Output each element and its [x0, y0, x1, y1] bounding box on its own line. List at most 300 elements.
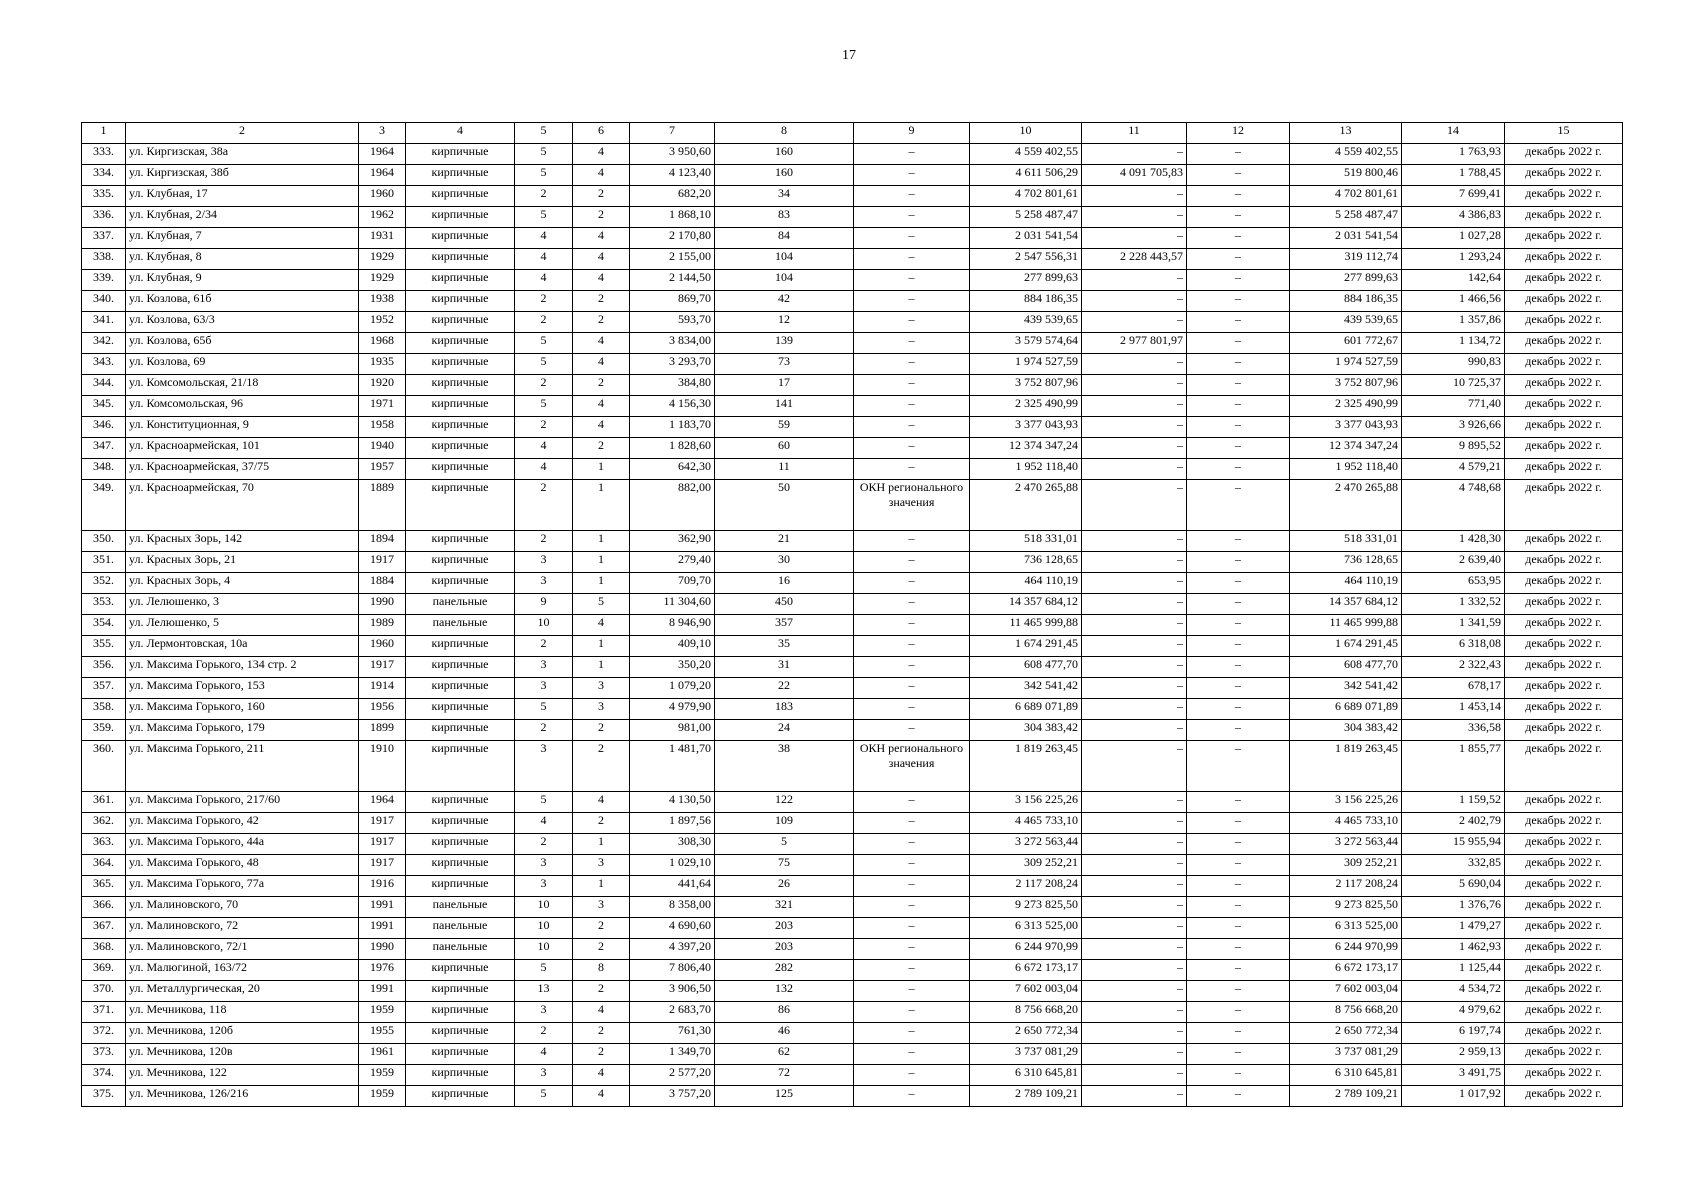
cell-col-7: 3 950,60: [630, 144, 715, 165]
cell-col-15: декабрь 2022 г.: [1505, 165, 1623, 186]
cell-col-8: 86: [715, 1002, 854, 1023]
cell-col-2: ул. Козлова, 61б: [126, 291, 359, 312]
cell-col-3: 1968: [359, 333, 406, 354]
cell-col-10: 464 110,19: [970, 573, 1082, 594]
cell-col-12: –: [1187, 291, 1290, 312]
cell-col-5: 5: [515, 333, 573, 354]
cell-col-5: 2: [515, 291, 573, 312]
cell-col-6: 2: [573, 939, 630, 960]
table-row: [82, 312, 1623, 333]
cell-col-7: 1 481,70: [630, 741, 715, 792]
cell-col-14: 7 699,41: [1402, 186, 1505, 207]
cell-col-8: 31: [715, 657, 854, 678]
cell-col-6: 4: [573, 417, 630, 438]
cell-col-9: –: [854, 144, 970, 165]
cell-col-9: –: [854, 573, 970, 594]
table-row: [82, 792, 1623, 813]
cell-col-7: 1 349,70: [630, 1044, 715, 1065]
cell-col-4: кирпичные: [406, 876, 515, 897]
cell-col-4: кирпичные: [406, 459, 515, 480]
cell-col-9: –: [854, 1023, 970, 1044]
cell-col-15: декабрь 2022 г.: [1505, 1002, 1623, 1023]
cell-col-15: декабрь 2022 г.: [1505, 291, 1623, 312]
cell-col-1: 358.: [82, 699, 126, 720]
cell-col-7: 1 029,10: [630, 855, 715, 876]
cell-col-12: –: [1187, 741, 1290, 792]
cell-col-14: 2 639,40: [1402, 552, 1505, 573]
cell-col-9: –: [854, 1002, 970, 1023]
cell-col-9: –: [854, 459, 970, 480]
cell-col-5: 5: [515, 1086, 573, 1107]
cell-col-10: 2 470 265,88: [970, 480, 1082, 531]
cell-col-5: 2: [515, 834, 573, 855]
cell-col-1: 339.: [82, 270, 126, 291]
cell-col-9: –: [854, 531, 970, 552]
cell-col-8: 183: [715, 699, 854, 720]
cell-col-12: –: [1187, 249, 1290, 270]
cell-col-1: 353.: [82, 594, 126, 615]
column-header-7: 7: [630, 123, 715, 144]
cell-col-4: кирпичные: [406, 312, 515, 333]
cell-col-9: –: [854, 438, 970, 459]
cell-col-14: 1 332,52: [1402, 594, 1505, 615]
cell-col-9: –: [854, 678, 970, 699]
cell-col-13: 1 674 291,45: [1290, 636, 1402, 657]
cell-col-2: ул. Максима Горького, 160: [126, 699, 359, 720]
cell-col-1: 375.: [82, 1086, 126, 1107]
cell-col-9: –: [854, 657, 970, 678]
cell-col-12: –: [1187, 918, 1290, 939]
cell-col-15: декабрь 2022 г.: [1505, 552, 1623, 573]
cell-col-3: 1929: [359, 270, 406, 291]
cell-col-15: декабрь 2022 г.: [1505, 270, 1623, 291]
cell-col-10: 6 689 071,89: [970, 699, 1082, 720]
cell-col-7: 761,30: [630, 1023, 715, 1044]
table-row: [82, 186, 1623, 207]
cell-col-13: 319 112,74: [1290, 249, 1402, 270]
cell-col-15: декабрь 2022 г.: [1505, 1023, 1623, 1044]
cell-col-3: 1990: [359, 594, 406, 615]
cell-col-13: 342 541,42: [1290, 678, 1402, 699]
table-row: [82, 333, 1623, 354]
cell-col-11: –: [1082, 834, 1187, 855]
cell-col-8: 125: [715, 1086, 854, 1107]
cell-col-5: 10: [515, 615, 573, 636]
cell-col-4: кирпичные: [406, 333, 515, 354]
cell-col-7: 7 806,40: [630, 960, 715, 981]
cell-col-4: кирпичные: [406, 375, 515, 396]
cell-col-13: 3 156 225,26: [1290, 792, 1402, 813]
cell-col-4: кирпичные: [406, 552, 515, 573]
cell-col-4: кирпичные: [406, 1065, 515, 1086]
cell-col-8: 16: [715, 573, 854, 594]
cell-col-15: декабрь 2022 г.: [1505, 396, 1623, 417]
cell-col-10: 4 559 402,55: [970, 144, 1082, 165]
cell-col-4: кирпичные: [406, 855, 515, 876]
cell-col-13: 304 383,42: [1290, 720, 1402, 741]
cell-col-11: –: [1082, 186, 1187, 207]
cell-col-15: декабрь 2022 г.: [1505, 594, 1623, 615]
cell-col-7: 1 079,20: [630, 678, 715, 699]
cell-col-9: –: [854, 333, 970, 354]
cell-col-7: 4 979,90: [630, 699, 715, 720]
table-row: [82, 918, 1623, 939]
cell-col-1: 354.: [82, 615, 126, 636]
cell-col-11: 2 228 443,57: [1082, 249, 1187, 270]
cell-col-13: 3 377 043,93: [1290, 417, 1402, 438]
cell-col-6: 1: [573, 480, 630, 531]
cell-col-4: кирпичные: [406, 1044, 515, 1065]
cell-col-9: –: [854, 165, 970, 186]
cell-col-10: 3 579 574,64: [970, 333, 1082, 354]
cell-col-13: 277 899,63: [1290, 270, 1402, 291]
cell-col-11: –: [1082, 396, 1187, 417]
cell-col-11: –: [1082, 813, 1187, 834]
cell-col-11: –: [1082, 270, 1187, 291]
cell-col-2: ул. Максима Горького, 211: [126, 741, 359, 792]
cell-col-12: –: [1187, 699, 1290, 720]
cell-col-6: 4: [573, 354, 630, 375]
cell-col-5: 2: [515, 417, 573, 438]
cell-col-14: 1 027,28: [1402, 228, 1505, 249]
cell-col-9: ОКН регионального значения: [854, 480, 970, 531]
cell-col-2: ул. Мечникова, 120в: [126, 1044, 359, 1065]
cell-col-8: 139: [715, 333, 854, 354]
cell-col-13: 7 602 003,04: [1290, 981, 1402, 1002]
cell-col-7: 3 293,70: [630, 354, 715, 375]
cell-col-5: 3: [515, 678, 573, 699]
cell-col-8: 84: [715, 228, 854, 249]
cell-col-15: декабрь 2022 г.: [1505, 144, 1623, 165]
cell-col-8: 34: [715, 186, 854, 207]
cell-col-2: ул. Мечникова, 122: [126, 1065, 359, 1086]
cell-col-13: 2 650 772,34: [1290, 1023, 1402, 1044]
cell-col-14: 6 318,08: [1402, 636, 1505, 657]
cell-col-12: –: [1187, 1065, 1290, 1086]
cell-col-9: ОКН регионального значения: [854, 741, 970, 792]
cell-col-1: 343.: [82, 354, 126, 375]
cell-col-1: 336.: [82, 207, 126, 228]
cell-col-1: 337.: [82, 228, 126, 249]
cell-col-10: 4 465 733,10: [970, 813, 1082, 834]
cell-col-11: –: [1082, 939, 1187, 960]
table-row: [82, 720, 1623, 741]
cell-col-12: –: [1187, 939, 1290, 960]
cell-col-9: –: [854, 876, 970, 897]
cell-col-2: ул. Максима Горького, 48: [126, 855, 359, 876]
cell-col-11: –: [1082, 594, 1187, 615]
cell-col-1: 359.: [82, 720, 126, 741]
cell-col-2: ул. Мечникова, 120б: [126, 1023, 359, 1044]
cell-col-9: –: [854, 981, 970, 1002]
cell-col-11: –: [1082, 855, 1187, 876]
cell-col-5: 5: [515, 960, 573, 981]
cell-col-9: –: [854, 228, 970, 249]
cell-col-13: 519 800,46: [1290, 165, 1402, 186]
cell-col-7: 384,80: [630, 375, 715, 396]
cell-col-9: –: [854, 186, 970, 207]
cell-col-14: 332,85: [1402, 855, 1505, 876]
cell-col-12: –: [1187, 228, 1290, 249]
cell-col-10: 8 756 668,20: [970, 1002, 1082, 1023]
cell-col-15: декабрь 2022 г.: [1505, 636, 1623, 657]
cell-col-9: –: [854, 1086, 970, 1107]
table-row: [82, 678, 1623, 699]
cell-col-14: 4 579,21: [1402, 459, 1505, 480]
cell-col-14: 1 134,72: [1402, 333, 1505, 354]
cell-col-14: 142,64: [1402, 270, 1505, 291]
cell-col-12: –: [1187, 207, 1290, 228]
cell-col-9: –: [854, 699, 970, 720]
cell-col-3: 1938: [359, 291, 406, 312]
cell-col-14: 3 926,66: [1402, 417, 1505, 438]
cell-col-6: 2: [573, 291, 630, 312]
cell-col-15: декабрь 2022 г.: [1505, 939, 1623, 960]
cell-col-5: 5: [515, 165, 573, 186]
cell-col-4: кирпичные: [406, 834, 515, 855]
cell-col-15: декабрь 2022 г.: [1505, 333, 1623, 354]
cell-col-14: 1 341,59: [1402, 615, 1505, 636]
cell-col-1: 347.: [82, 438, 126, 459]
cell-col-3: 1940: [359, 438, 406, 459]
cell-col-14: 2 402,79: [1402, 813, 1505, 834]
cell-col-12: –: [1187, 270, 1290, 291]
cell-col-5: 2: [515, 375, 573, 396]
cell-col-14: 6 197,74: [1402, 1023, 1505, 1044]
table-body: [82, 144, 1623, 1107]
cell-col-3: 1889: [359, 480, 406, 531]
cell-col-3: 1960: [359, 636, 406, 657]
cell-col-9: –: [854, 855, 970, 876]
cell-col-2: ул. Красноармейская, 101: [126, 438, 359, 459]
cell-col-8: 83: [715, 207, 854, 228]
cell-col-6: 3: [573, 678, 630, 699]
cell-col-14: 5 690,04: [1402, 876, 1505, 897]
cell-col-4: кирпичные: [406, 678, 515, 699]
cell-col-10: 1 674 291,45: [970, 636, 1082, 657]
cell-col-6: 1: [573, 636, 630, 657]
cell-col-2: ул. Малюгиной, 163/72: [126, 960, 359, 981]
cell-col-7: 682,20: [630, 186, 715, 207]
cell-col-1: 372.: [82, 1023, 126, 1044]
cell-col-14: 9 895,52: [1402, 438, 1505, 459]
cell-col-6: 2: [573, 1023, 630, 1044]
cell-col-13: 6 672 173,17: [1290, 960, 1402, 981]
cell-col-14: 1 788,45: [1402, 165, 1505, 186]
cell-col-14: 1 466,56: [1402, 291, 1505, 312]
cell-col-6: 4: [573, 228, 630, 249]
cell-col-9: –: [854, 792, 970, 813]
cell-col-14: 1 855,77: [1402, 741, 1505, 792]
cell-col-7: 2 155,00: [630, 249, 715, 270]
cell-col-8: 104: [715, 249, 854, 270]
cell-col-11: –: [1082, 1002, 1187, 1023]
cell-col-2: ул. Комсомольская, 21/18: [126, 375, 359, 396]
cell-col-11: –: [1082, 876, 1187, 897]
cell-col-10: 1 819 263,45: [970, 741, 1082, 792]
cell-col-5: 5: [515, 144, 573, 165]
cell-col-15: декабрь 2022 г.: [1505, 417, 1623, 438]
cell-col-2: ул. Клубная, 8: [126, 249, 359, 270]
column-header-11: 11: [1082, 123, 1187, 144]
cell-col-13: 6 244 970,99: [1290, 939, 1402, 960]
cell-col-5: 3: [515, 657, 573, 678]
cell-col-11: –: [1082, 636, 1187, 657]
cell-col-9: –: [854, 354, 970, 375]
table-row: [82, 249, 1623, 270]
cell-col-10: 2 031 541,54: [970, 228, 1082, 249]
cell-col-15: декабрь 2022 г.: [1505, 699, 1623, 720]
table-row: [82, 228, 1623, 249]
cell-col-1: 346.: [82, 417, 126, 438]
cell-col-5: 5: [515, 354, 573, 375]
cell-col-7: 362,90: [630, 531, 715, 552]
cell-col-1: 371.: [82, 1002, 126, 1023]
cell-col-14: 1 159,52: [1402, 792, 1505, 813]
cell-col-4: кирпичные: [406, 531, 515, 552]
cell-col-3: 1958: [359, 417, 406, 438]
cell-col-3: 1991: [359, 918, 406, 939]
cell-col-1: 365.: [82, 876, 126, 897]
cell-col-6: 2: [573, 981, 630, 1002]
cell-col-8: 160: [715, 165, 854, 186]
cell-col-7: 308,30: [630, 834, 715, 855]
cell-col-1: 356.: [82, 657, 126, 678]
table-row: [82, 699, 1623, 720]
cell-col-6: 1: [573, 459, 630, 480]
cell-col-15: декабрь 2022 г.: [1505, 186, 1623, 207]
cell-col-2: ул. Максима Горького, 134 стр. 2: [126, 657, 359, 678]
cell-col-2: ул. Красноармейская, 70: [126, 480, 359, 531]
column-header-15: 15: [1505, 123, 1623, 144]
cell-col-1: 355.: [82, 636, 126, 657]
cell-col-2: ул. Металлургическая, 20: [126, 981, 359, 1002]
cell-col-14: 1 763,93: [1402, 144, 1505, 165]
cell-col-10: 14 357 684,12: [970, 594, 1082, 615]
cell-col-7: 8 946,90: [630, 615, 715, 636]
cell-col-3: 1931: [359, 228, 406, 249]
cell-col-3: 1989: [359, 615, 406, 636]
table-row: [82, 438, 1623, 459]
cell-col-9: –: [854, 249, 970, 270]
cell-col-9: –: [854, 636, 970, 657]
cell-col-13: 6 689 071,89: [1290, 699, 1402, 720]
cell-col-9: –: [854, 291, 970, 312]
cell-col-6: 4: [573, 1002, 630, 1023]
cell-col-11: –: [1082, 144, 1187, 165]
cell-col-1: 348.: [82, 459, 126, 480]
cell-col-11: –: [1082, 480, 1187, 531]
cell-col-13: 3 737 081,29: [1290, 1044, 1402, 1065]
cell-col-3: 1929: [359, 249, 406, 270]
column-header-13: 13: [1290, 123, 1402, 144]
cell-col-2: ул. Комсомольская, 96: [126, 396, 359, 417]
cell-col-6: 4: [573, 792, 630, 813]
cell-col-14: 4 386,83: [1402, 207, 1505, 228]
cell-col-6: 4: [573, 1086, 630, 1107]
cell-col-3: 1899: [359, 720, 406, 741]
cell-col-3: 1990: [359, 939, 406, 960]
cell-col-15: декабрь 2022 г.: [1505, 207, 1623, 228]
cell-col-11: –: [1082, 312, 1187, 333]
cell-col-10: 12 374 347,24: [970, 438, 1082, 459]
cell-col-7: 2 577,20: [630, 1065, 715, 1086]
cell-col-14: 2 959,13: [1402, 1044, 1505, 1065]
cell-col-1: 360.: [82, 741, 126, 792]
table-row: [82, 207, 1623, 228]
cell-col-2: ул. Максима Горького, 42: [126, 813, 359, 834]
cell-col-4: кирпичные: [406, 396, 515, 417]
cell-col-12: –: [1187, 531, 1290, 552]
cell-col-5: 2: [515, 1023, 573, 1044]
table-row: [82, 960, 1623, 981]
table-row: [82, 354, 1623, 375]
cell-col-1: 369.: [82, 960, 126, 981]
cell-col-14: 1 125,44: [1402, 960, 1505, 981]
table-row: [82, 396, 1623, 417]
cell-col-3: 1959: [359, 1086, 406, 1107]
cell-col-11: –: [1082, 531, 1187, 552]
cell-col-13: 5 258 487,47: [1290, 207, 1402, 228]
table-row: [82, 813, 1623, 834]
cell-col-8: 11: [715, 459, 854, 480]
cell-col-10: 277 899,63: [970, 270, 1082, 291]
cell-col-3: 1935: [359, 354, 406, 375]
cell-col-3: 1952: [359, 312, 406, 333]
cell-col-12: –: [1187, 375, 1290, 396]
cell-col-13: 439 539,65: [1290, 312, 1402, 333]
cell-col-3: 1959: [359, 1002, 406, 1023]
table-row: [82, 417, 1623, 438]
table-row: [82, 1086, 1623, 1107]
cell-col-13: 1 952 118,40: [1290, 459, 1402, 480]
cell-col-1: 351.: [82, 552, 126, 573]
cell-col-11: 4 091 705,83: [1082, 165, 1187, 186]
cell-col-1: 370.: [82, 981, 126, 1002]
cell-col-9: –: [854, 594, 970, 615]
column-header-6: 6: [573, 123, 630, 144]
cell-col-5: 10: [515, 918, 573, 939]
cell-col-7: 4 156,30: [630, 396, 715, 417]
cell-col-14: 1 376,76: [1402, 897, 1505, 918]
cell-col-5: 3: [515, 876, 573, 897]
cell-col-12: –: [1187, 636, 1290, 657]
cell-col-1: 366.: [82, 897, 126, 918]
cell-col-6: 2: [573, 1044, 630, 1065]
cell-col-9: –: [854, 375, 970, 396]
cell-col-8: 5: [715, 834, 854, 855]
table-row: [82, 981, 1623, 1002]
cell-col-4: кирпичные: [406, 1086, 515, 1107]
table-row: [82, 876, 1623, 897]
cell-col-15: декабрь 2022 г.: [1505, 792, 1623, 813]
cell-col-5: 3: [515, 1065, 573, 1086]
cell-col-8: 22: [715, 678, 854, 699]
cell-col-2: ул. Красных Зорь, 4: [126, 573, 359, 594]
cell-col-2: ул. Красных Зорь, 21: [126, 552, 359, 573]
cell-col-5: 4: [515, 1044, 573, 1065]
cell-col-13: 14 357 684,12: [1290, 594, 1402, 615]
cell-col-10: 7 602 003,04: [970, 981, 1082, 1002]
cell-col-13: 464 110,19: [1290, 573, 1402, 594]
cell-col-6: 2: [573, 813, 630, 834]
cell-col-11: 2 977 801,97: [1082, 333, 1187, 354]
cell-col-11: –: [1082, 207, 1187, 228]
cell-col-4: кирпичные: [406, 207, 515, 228]
cell-col-8: 46: [715, 1023, 854, 1044]
cell-col-2: ул. Мечникова, 118: [126, 1002, 359, 1023]
cell-col-8: 321: [715, 897, 854, 918]
